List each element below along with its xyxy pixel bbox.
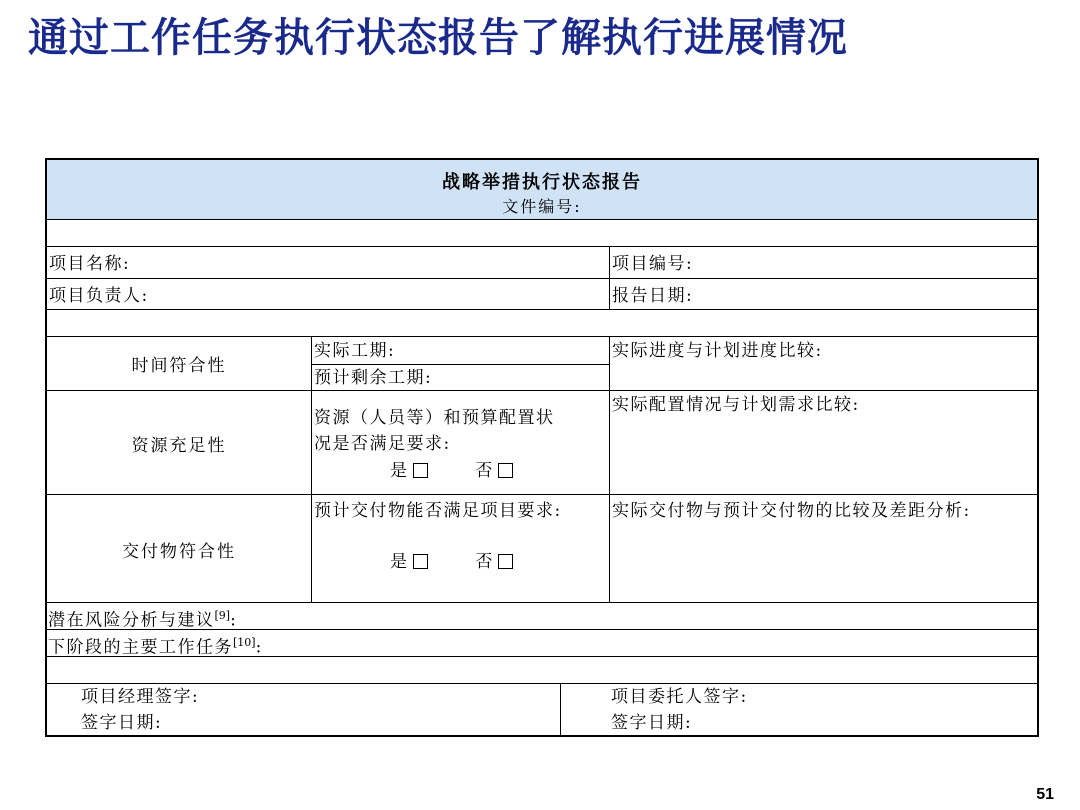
next-tasks-row	[47, 630, 1037, 657]
deliverable-compliance-row	[47, 495, 1037, 603]
client-sign-date-label: 签字日期:	[611, 713, 693, 733]
signature-row	[47, 684, 1037, 735]
deliverable-no-label: 否	[475, 552, 494, 572]
resource-sufficiency-row	[47, 391, 1037, 495]
resource-yes-label: 是	[390, 461, 409, 481]
resource-compare-label: 实际配置情况与计划需求比较:	[612, 395, 860, 415]
resource-question-line1: 资源（人员等）和预算配置状	[314, 408, 555, 428]
resource-sufficiency-label: 资源充足性	[131, 436, 227, 456]
resource-question-line2: 况是否满足要求:	[314, 434, 451, 454]
time-compliance-row	[47, 337, 1037, 391]
project-owner-label: 项目负责人:	[49, 286, 149, 306]
risk-row	[47, 603, 1037, 630]
remaining-period-label: 预计剩余工期:	[314, 368, 433, 388]
risk-colon: :	[230, 610, 238, 631]
deliverable-yes-label: 是	[390, 552, 409, 572]
project-number-label: 项目编号:	[612, 254, 694, 274]
deliverable-no-checkbox[interactable]	[498, 554, 513, 569]
spacer-row	[47, 310, 1037, 337]
spacer-row	[47, 220, 1037, 247]
page-number: 51	[1036, 786, 1054, 803]
resource-yes-checkbox[interactable]	[413, 463, 428, 478]
pm-sign-label: 项目经理签字:	[81, 687, 200, 707]
deliverable-compare-label: 实际交付物与预计交付物的比较及差距分析:	[612, 501, 971, 521]
pm-sign-date-label: 签字日期:	[81, 713, 163, 733]
resource-no-label: 否	[475, 461, 494, 481]
next-tasks-footnote-ref: [10]	[233, 636, 256, 649]
next-tasks-label: 下阶段的主要工作任务	[48, 637, 233, 658]
project-name-row	[47, 247, 1037, 279]
form-header	[47, 160, 1037, 220]
actual-period-label: 实际工期:	[314, 341, 396, 361]
report-date-label: 报告日期:	[612, 286, 694, 306]
doc-number-label: 文件编号:	[502, 197, 582, 216]
progress-compare-label: 实际进度与计划进度比较:	[612, 341, 823, 361]
risk-footnote-ref: [9]	[214, 609, 231, 622]
deliverable-compliance-label: 交付物符合性	[122, 542, 236, 562]
time-compliance-label: 时间符合性	[131, 356, 227, 376]
slide-title: 通过工作任务执行状态报告了解执行进展情况	[28, 15, 848, 61]
project-owner-row	[47, 279, 1037, 310]
next-tasks-colon: :	[255, 637, 263, 658]
status-report-form	[45, 158, 1039, 737]
client-sign-label: 项目委托人签字:	[611, 687, 748, 707]
deliverable-question: 预计交付物能否满足项目要求:	[314, 501, 562, 521]
project-name-label: 项目名称:	[49, 254, 131, 274]
resource-no-checkbox[interactable]	[498, 463, 513, 478]
form-title: 战略举措执行状态报告	[442, 172, 642, 193]
spacer-row	[47, 657, 1037, 684]
risk-label: 潜在风险分析与建议	[48, 610, 215, 631]
deliverable-yes-checkbox[interactable]	[413, 554, 428, 569]
